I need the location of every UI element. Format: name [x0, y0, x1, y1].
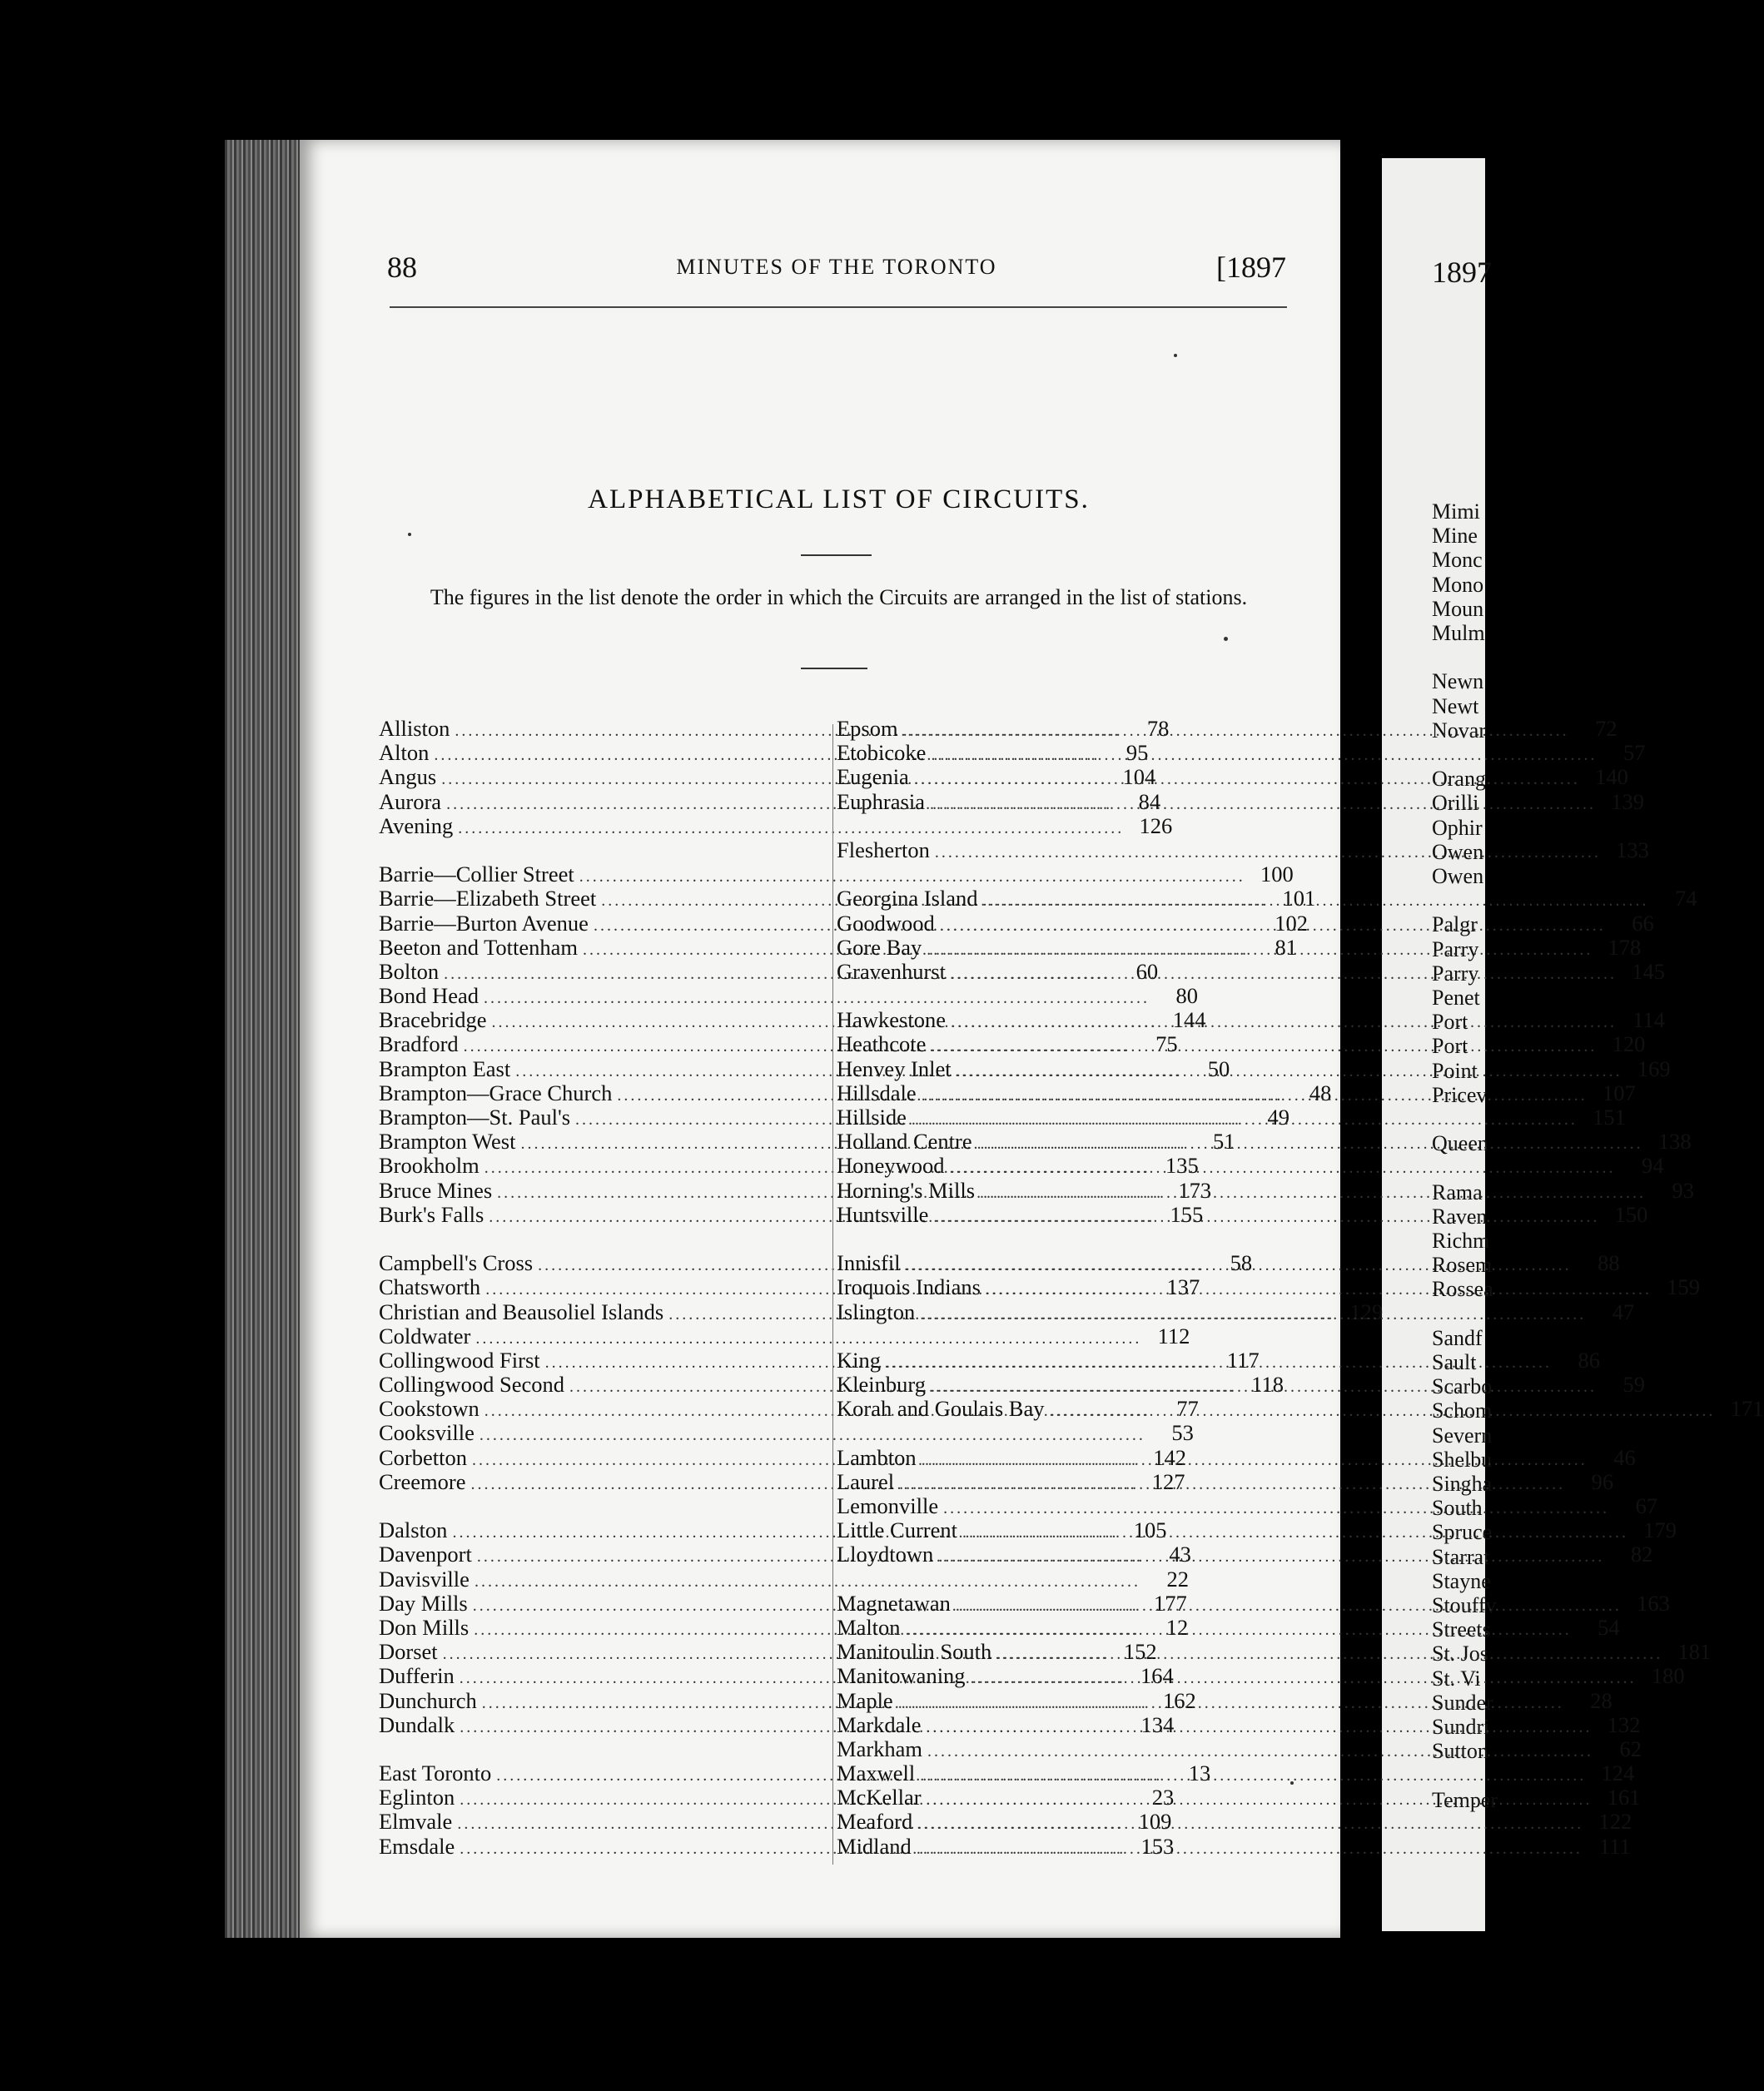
facing-page-entry: Rosem — [1432, 1253, 1493, 1278]
leader-dots — [917, 1840, 1583, 1859]
circuit-name: Markdale — [837, 1711, 922, 1737]
circuit-name: Aurora — [379, 788, 442, 814]
page-number: 88 — [387, 251, 417, 284]
station-order-number: 72 — [1595, 716, 1617, 741]
station-order-number: 169 — [1637, 1055, 1671, 1081]
leader-dots — [927, 941, 1593, 960]
facing-page-entry: Port — [1432, 1010, 1468, 1035]
circuit-name: Kleinburg — [837, 1372, 926, 1398]
station-order-number: 161 — [1607, 1785, 1641, 1810]
circuit-entry — [379, 862, 1294, 887]
circuit-entry — [379, 1566, 1189, 1592]
facing-page-entry: Temper — [1432, 1787, 1498, 1812]
circuit-name: Hillside — [837, 1105, 907, 1130]
station-order-number: 78 — [1146, 716, 1170, 741]
station-order-number: 132 — [1607, 1711, 1641, 1737]
leader-dots — [933, 1208, 1599, 1227]
leader-dots — [931, 1378, 1597, 1397]
facing-page-entry: Penet — [1432, 986, 1480, 1010]
circuit-name: Davenport — [379, 1542, 472, 1567]
circuit-name: Korah and Goulais Bay — [837, 1396, 1045, 1422]
leader-dots — [906, 1256, 1572, 1275]
facing-page-entry: St. Jos — [1432, 1642, 1488, 1666]
section-gap — [837, 813, 1290, 837]
circuit-name: Alton — [379, 740, 430, 766]
leader-dots — [950, 1159, 1616, 1178]
leader-dots — [927, 1742, 1593, 1761]
circuit-name: Georgina Island — [837, 886, 978, 911]
station-order-number: 51 — [1212, 1129, 1235, 1155]
station-order-number: 88 — [1598, 1250, 1620, 1276]
section-gap — [837, 1420, 1290, 1444]
station-order-number: 173 — [1178, 1177, 1212, 1203]
station-order-number: 180 — [1651, 1663, 1685, 1689]
facing-page-entry: Severn — [1432, 1423, 1493, 1448]
facing-page-entry: Streets — [1432, 1617, 1491, 1642]
facing-page-entry: Mine — [1432, 524, 1478, 549]
station-order-number: 60 — [1135, 958, 1159, 984]
circuit-name: Brookholm — [379, 1153, 480, 1179]
station-order-number: 181 — [1677, 1639, 1712, 1665]
leader-dots — [912, 1110, 1578, 1130]
station-order-number: 49 — [1267, 1105, 1290, 1130]
station-order-number: 142 — [1153, 1444, 1186, 1470]
station-order-number: 134 — [1140, 1711, 1175, 1737]
facing-page-entry: Parry — [1432, 961, 1479, 986]
facing-page-entry: Raven — [1432, 1204, 1488, 1229]
leader-dots — [996, 1645, 1662, 1664]
facing-page-entry: Novar — [1432, 718, 1486, 743]
leader-dots — [943, 1499, 1609, 1518]
leader-dots — [1050, 1402, 1716, 1421]
circuit-name: Collingwood First — [379, 1347, 540, 1373]
circuit-entry — [837, 1153, 1664, 1179]
circuit-name: Corbetton — [379, 1444, 467, 1470]
circuit-name: Iroquois Indians — [837, 1274, 981, 1300]
facing-page-entry: Moun — [1432, 596, 1484, 621]
circuit-name: Dunchurch — [379, 1687, 477, 1713]
circuit-name: Malton — [837, 1614, 901, 1640]
circuit-name: Flesherton — [837, 837, 930, 862]
facing-page-entry: Orilli — [1432, 791, 1479, 816]
station-order-number: 118 — [1251, 1372, 1284, 1398]
station-order-number: 145 — [1632, 958, 1665, 984]
station-order-number: 66 — [1632, 910, 1654, 936]
note-rule — [801, 668, 867, 669]
circuit-entry — [379, 983, 1198, 1009]
station-order-number: 95 — [1125, 740, 1149, 766]
section-gap — [379, 1226, 812, 1250]
station-order-number: 129 — [1349, 1299, 1384, 1324]
circuit-entry — [837, 740, 1646, 766]
station-order-number: 101 — [1282, 886, 1316, 911]
circuit-name: Lemonville — [837, 1493, 939, 1518]
circuit-name: Creemore — [379, 1468, 466, 1494]
station-order-number: 135 — [1165, 1153, 1199, 1179]
circuit-entry — [379, 1420, 1194, 1446]
station-order-number: 48 — [1309, 1080, 1332, 1105]
station-order-number: 126 — [1139, 812, 1173, 838]
station-order-number: 100 — [1260, 862, 1294, 887]
circuit-entry — [837, 1833, 1631, 1859]
circuit-name: Hawkestone — [837, 1007, 946, 1033]
station-order-number: 177 — [1154, 1590, 1187, 1616]
circuit-name: Barrie—Collier Street — [379, 862, 574, 887]
circuit-name: Day Mills — [379, 1590, 468, 1616]
leader-dots — [898, 1694, 1564, 1713]
section-gap — [837, 1324, 1290, 1348]
station-order-number: 58 — [1230, 1250, 1253, 1276]
station-order-number: 109 — [1138, 1809, 1172, 1835]
facing-page-entry: Stayne — [1432, 1568, 1491, 1593]
leader-dots — [920, 1305, 1586, 1324]
station-order-number: 112 — [1157, 1323, 1190, 1348]
circuit-entry — [379, 1323, 1190, 1348]
station-order-number: 105 — [1133, 1517, 1167, 1543]
circuit-name: Gravenhurst — [837, 958, 946, 984]
station-order-number: 140 — [1595, 764, 1628, 790]
station-order-number: 50 — [1207, 1055, 1230, 1081]
station-order-number: 102 — [1275, 910, 1308, 936]
facing-page-entry: Newn — [1432, 669, 1484, 694]
speck — [1290, 1781, 1294, 1785]
facing-page-entry: Singha — [1432, 1472, 1493, 1496]
facing-page-entry: Mimi — [1432, 499, 1480, 524]
circuit-name: Burk's Falls — [379, 1201, 484, 1227]
circuit-name: Brampton—Grace Church — [379, 1080, 613, 1105]
circuit-name: Holland Centre — [837, 1129, 972, 1155]
station-order-number: 137 — [1166, 1274, 1200, 1300]
circuit-entry — [379, 812, 1173, 838]
column-divider — [832, 724, 833, 1865]
facing-page-entry: Pricev — [1432, 1082, 1488, 1107]
leader-dots — [957, 1062, 1622, 1081]
leader-dots — [951, 1013, 1617, 1032]
circuit-name: Campbell's Cross — [379, 1250, 534, 1276]
circuit-name: East Toronto — [379, 1761, 492, 1786]
facing-page-entry: Shelbu — [1432, 1447, 1493, 1472]
leader-dots — [927, 1791, 1593, 1810]
circuit-name: Bond Head — [379, 983, 479, 1009]
facing-page-entry: Sault — [1432, 1350, 1477, 1374]
leader-dots — [920, 1766, 1586, 1786]
station-order-number: 124 — [1601, 1761, 1635, 1786]
station-order-number: 13 — [1188, 1761, 1211, 1786]
leader-dots — [914, 770, 1580, 789]
header-year: [1897 — [1216, 251, 1286, 284]
station-order-number: 62 — [1619, 1736, 1642, 1761]
leader-dots — [977, 1135, 1643, 1154]
circuit-name: Barrie—Elizabeth Street — [379, 886, 597, 911]
circuit-name: Cooksville — [379, 1420, 475, 1446]
facing-page-entry: Sutton — [1432, 1739, 1488, 1764]
station-order-number: 67 — [1635, 1493, 1658, 1518]
circuit-name: Christian and Beausoliel Islands — [379, 1299, 664, 1324]
station-order-number: 28 — [1590, 1687, 1612, 1713]
circuit-name: Dalston — [379, 1517, 448, 1543]
circuit-name: Avening — [379, 812, 454, 838]
circuit-name: Brampton West — [379, 1129, 516, 1155]
circuit-name: Dundalk — [379, 1711, 455, 1737]
leader-dots — [922, 1086, 1588, 1105]
station-order-number: 12 — [1165, 1614, 1189, 1640]
circuit-name: Etobicoke — [837, 740, 927, 766]
facing-page-entry: Monc — [1432, 548, 1483, 573]
station-order-number: 171 — [1730, 1396, 1764, 1422]
circuit-name: Goodwood — [837, 910, 935, 936]
leader-dots — [986, 1280, 1652, 1299]
station-order-number: 22 — [1166, 1566, 1189, 1592]
station-order-number: 96 — [1591, 1468, 1614, 1494]
leader-dots — [930, 795, 1596, 814]
circuit-entry — [837, 1761, 1635, 1786]
circuit-name: Don Mills — [379, 1614, 470, 1640]
station-order-number: 163 — [1637, 1590, 1670, 1616]
facing-page-entry: Palgr — [1432, 912, 1478, 937]
station-order-number: 77 — [1176, 1396, 1199, 1422]
circuit-name: McKellar — [837, 1785, 922, 1810]
circuit-name: Laurel — [837, 1468, 895, 1494]
leader-dots — [899, 1475, 1565, 1494]
station-order-number: 152 — [1123, 1639, 1157, 1665]
facing-page-entry: Spruce — [1432, 1520, 1493, 1545]
facing-page-entry: Schom — [1432, 1398, 1493, 1423]
station-order-number: 111 — [1599, 1833, 1631, 1859]
station-order-number: 94 — [1642, 1153, 1664, 1179]
circuit-name: Angus — [379, 764, 437, 790]
station-order-number: 104 — [1122, 764, 1156, 790]
leader-dots — [906, 1621, 1572, 1640]
circuit-name: Emsdale — [379, 1833, 455, 1859]
circuit-name: Maple — [837, 1687, 893, 1713]
station-order-number: 122 — [1598, 1809, 1632, 1835]
circuit-name: Dufferin — [379, 1663, 455, 1689]
facing-page-entry: Owen — [1432, 864, 1484, 888]
running-title: MINUTES OF THE TORONTO — [676, 255, 997, 279]
section-gap — [379, 1736, 812, 1761]
station-order-number: 164 — [1140, 1663, 1174, 1689]
circuit-name: Eugenia — [837, 764, 909, 790]
station-order-number: 133 — [1616, 837, 1649, 862]
circuit-name: Coldwater — [379, 1323, 471, 1348]
station-order-number: 74 — [1675, 886, 1697, 911]
circuit-name: Huntsville — [837, 1201, 929, 1227]
facing-page-entry: Mulm — [1432, 621, 1485, 645]
circuit-name: Bruce Mines — [379, 1177, 493, 1203]
circuit-name: Collingwood Second — [379, 1372, 565, 1398]
station-order-number: 57 — [1622, 740, 1646, 766]
station-order-number: 54 — [1598, 1614, 1620, 1640]
circuit-entry — [837, 1809, 1632, 1835]
station-order-number: 159 — [1667, 1274, 1700, 1300]
station-order-number: 127 — [1151, 1468, 1185, 1494]
facing-page-entry: South — [1432, 1496, 1483, 1521]
circuit-name: Bolton — [379, 958, 440, 984]
section-gap — [379, 1493, 812, 1517]
leader-dots — [903, 722, 1569, 741]
circuit-name: Henvey Inlet — [837, 1055, 952, 1081]
station-order-number: 59 — [1622, 1372, 1645, 1398]
circuit-name: Manitowaning — [837, 1663, 966, 1689]
facing-page-entry: Mono — [1432, 572, 1484, 597]
circuit-name: Midland — [837, 1833, 912, 1859]
facing-page-entry: Newt — [1432, 693, 1479, 718]
circuit-name: Hillsdale — [837, 1080, 917, 1105]
section-gap — [379, 837, 812, 862]
station-order-number: 162 — [1163, 1687, 1196, 1713]
circuit-name: Cookstown — [379, 1396, 480, 1422]
station-order-number: 120 — [1612, 1031, 1646, 1057]
station-order-number: 144 — [1172, 1007, 1206, 1033]
station-order-number: 53 — [1171, 1420, 1194, 1446]
circuit-name: Alliston — [379, 716, 450, 741]
circuit-name: Gore Bay — [837, 934, 922, 960]
leader-dots — [971, 1669, 1637, 1688]
circuit-name: Beeton and Tottenham — [379, 934, 579, 960]
circuit-name: Barrie—Burton Avenue — [379, 910, 589, 936]
facing-page-entry: Orang — [1432, 767, 1486, 792]
station-order-number: 153 — [1140, 1833, 1175, 1859]
leader-dots — [935, 843, 1601, 862]
station-order-number: 179 — [1643, 1517, 1677, 1543]
station-order-number: 75 — [1155, 1031, 1178, 1057]
facing-page-entry: Rama — [1432, 1180, 1483, 1204]
station-order-number: 80 — [1175, 983, 1198, 1009]
facing-page-entry: Parry — [1432, 936, 1479, 961]
station-order-number: 46 — [1613, 1444, 1636, 1470]
station-order-number: 139 — [1611, 788, 1644, 814]
circuit-name: Eglinton — [379, 1785, 455, 1810]
section-gap — [837, 1567, 1290, 1591]
leader-dots — [962, 1523, 1628, 1542]
circuit-name: Innisfil — [837, 1250, 901, 1276]
facing-page-entry: Owen — [1432, 839, 1484, 864]
facing-page-entry: Starrat — [1432, 1544, 1490, 1569]
facing-page-entry: Queen — [1432, 1131, 1488, 1156]
circuit-name: Islington — [837, 1299, 916, 1324]
station-order-number: 23 — [1151, 1785, 1175, 1810]
circuit-entry — [837, 1105, 1626, 1130]
leader-dots — [927, 1718, 1593, 1737]
station-order-number: 93 — [1672, 1177, 1695, 1203]
circuit-name: Horning's Mills — [837, 1177, 976, 1203]
leader-dots — [931, 1037, 1597, 1056]
circuit-name: Honeywood — [837, 1153, 945, 1179]
station-order-number: 82 — [1630, 1542, 1653, 1567]
circuit-name: Chatsworth — [379, 1274, 481, 1300]
station-order-number: 178 — [1607, 934, 1642, 960]
leader-dots — [938, 1544, 1604, 1569]
section-gap — [837, 862, 1290, 886]
explanatory-note: The figures in the list denote the order in which the Circuits are arranged in the list of stations. — [430, 585, 1248, 609]
section-gap — [837, 1226, 1290, 1250]
circuit-name: Maxwell — [837, 1761, 916, 1786]
facing-page-entry: Scarbo — [1432, 1374, 1493, 1399]
circuit-name: Lambton — [837, 1444, 917, 1470]
station-order-number: 81 — [1275, 934, 1298, 960]
circuit-name: Euphrasia — [837, 788, 925, 814]
circuit-name: Heathcote — [837, 1031, 927, 1057]
circuit-name: Magnetawan — [837, 1590, 951, 1616]
facing-page-entry: Sundri — [1432, 1715, 1490, 1739]
station-order-number: 151 — [1593, 1105, 1626, 1130]
station-order-number: 43 — [1169, 1542, 1191, 1567]
circuit-name: Epsom — [837, 716, 898, 741]
leader-dots — [917, 1815, 1583, 1834]
station-order-number: 155 — [1170, 1201, 1204, 1227]
station-order-number: 114 — [1632, 1007, 1665, 1033]
station-order-number: 150 — [1614, 1201, 1648, 1227]
circuit-name: Brampton—St. Paul's — [379, 1105, 571, 1130]
circuit-name: Davisville — [379, 1566, 470, 1592]
station-order-number: 86 — [1578, 1347, 1600, 1373]
facing-page-entry: Ophir — [1432, 815, 1483, 840]
circuit-name: Markham — [837, 1736, 923, 1761]
circuit-name: Meaford — [837, 1809, 913, 1835]
leader-dots — [956, 1597, 1622, 1616]
circuit-name: Manitoulin South — [837, 1639, 992, 1665]
speck — [1174, 354, 1177, 357]
header-rule — [390, 306, 1287, 308]
station-order-number: 84 — [1138, 788, 1161, 814]
leader-dots — [931, 746, 1597, 765]
circuit-name: Dorset — [379, 1639, 438, 1665]
title-rule — [801, 554, 872, 556]
circuit-name: Brampton East — [379, 1055, 511, 1081]
facing-page-entry: Port — [1432, 1034, 1468, 1059]
station-order-number: 138 — [1657, 1129, 1692, 1155]
facing-page-entry: Sandf — [1432, 1325, 1483, 1350]
leader-dots — [951, 965, 1617, 984]
facing-page-entry: St. Vi — [1432, 1666, 1481, 1691]
leader-dots — [980, 1184, 1646, 1203]
circuit-name: King — [837, 1347, 881, 1373]
circuit-name: Little Current — [837, 1517, 957, 1543]
page-title: ALPHABETICAL LIST OF CIRCUITS. — [588, 484, 1090, 514]
leader-dots — [983, 892, 1649, 911]
leader-dots — [940, 916, 1606, 936]
leader-dots — [922, 1451, 1588, 1470]
circuit-name: Bracebridge — [379, 1007, 487, 1033]
station-order-number: 47 — [1612, 1299, 1635, 1324]
circuit-name: Lloydtown — [837, 1542, 934, 1567]
facing-page-entry: Richm — [1432, 1229, 1490, 1253]
facing-page-entry: Stouffv — [1432, 1593, 1497, 1617]
circuit-name: Elmvale — [379, 1809, 453, 1835]
facing-page-entry: Point — [1432, 1058, 1478, 1083]
section-gap — [837, 983, 1290, 1007]
circuit-name: Bradford — [379, 1031, 459, 1057]
station-order-number: 107 — [1602, 1080, 1636, 1105]
facing-page-entry: Sunder — [1432, 1690, 1493, 1715]
facing-page-entry: Rossea — [1432, 1277, 1493, 1302]
running-head — [387, 250, 1286, 288]
station-order-number: 117 — [1226, 1347, 1260, 1373]
leader-dots — [886, 1353, 1552, 1373]
facing-page-year: 1897 — [1432, 256, 1492, 289]
speck — [408, 533, 411, 536]
speck — [1224, 637, 1228, 641]
